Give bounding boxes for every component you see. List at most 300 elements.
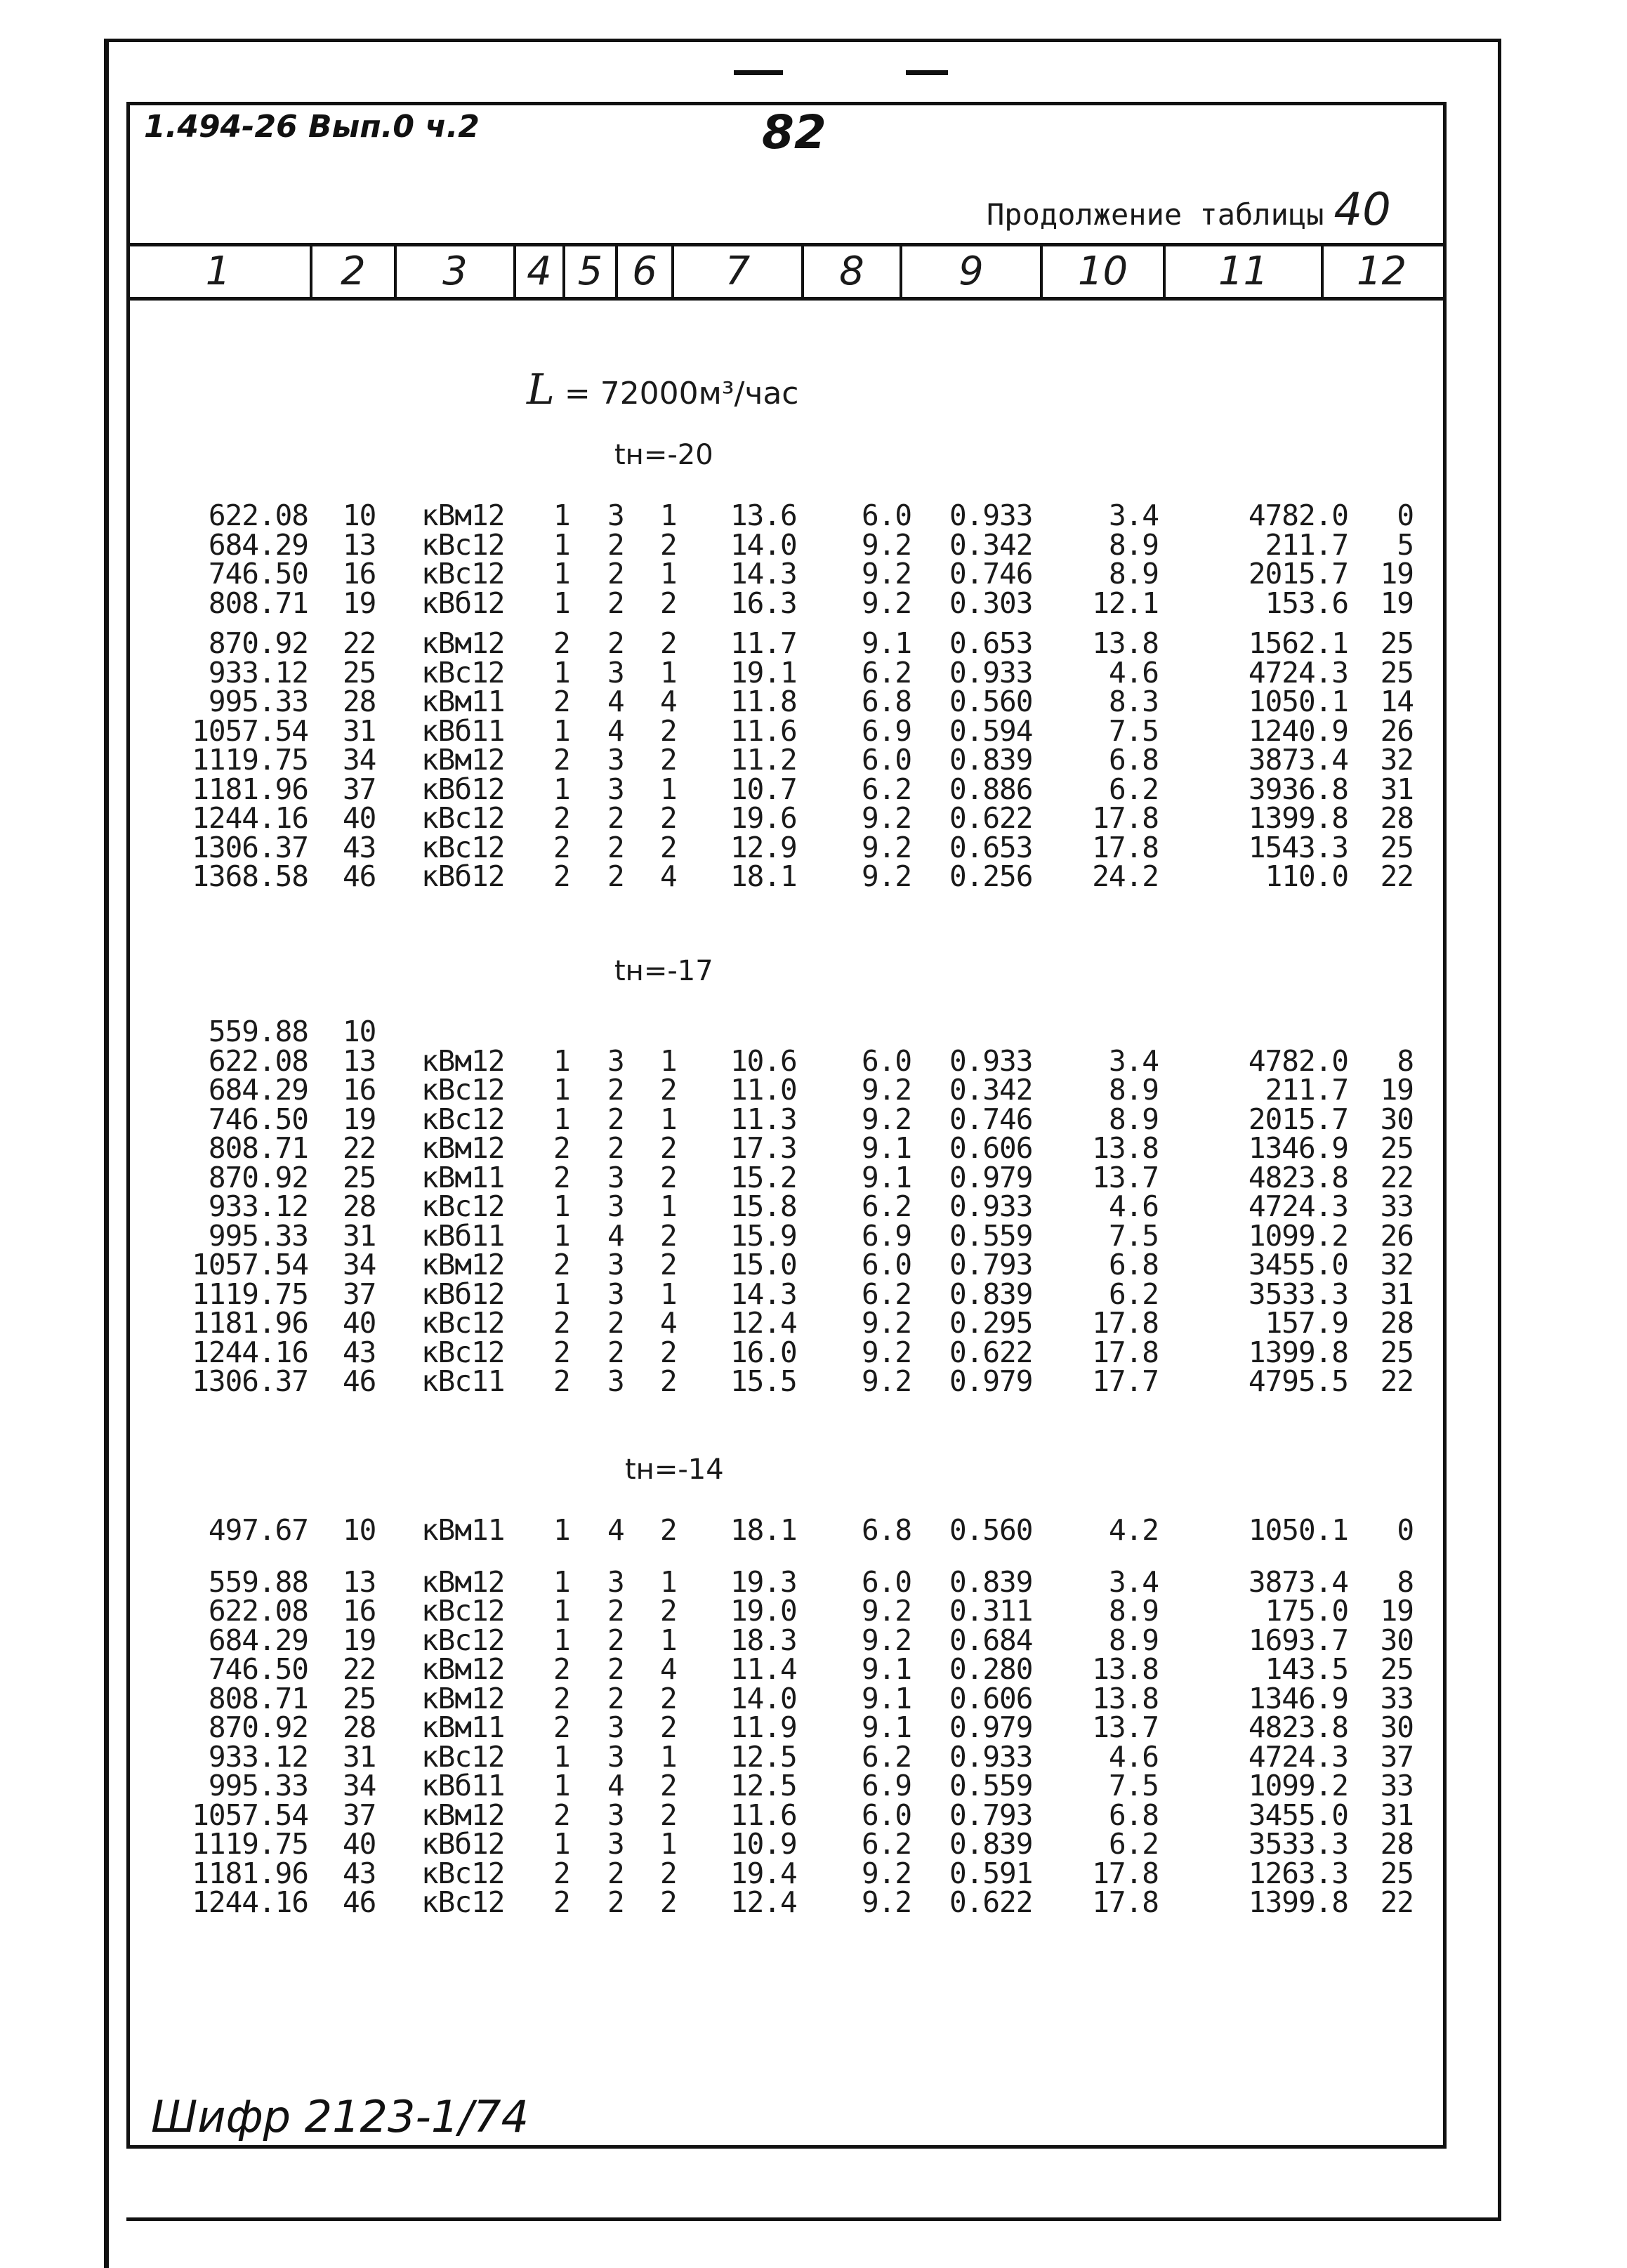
cell-col-5: 2 bbox=[607, 528, 624, 562]
cell-col-11: 4724.3 bbox=[1248, 1740, 1348, 1774]
table-row bbox=[0, 1073, 1627, 1107]
cell-col-5: 3 bbox=[607, 1827, 624, 1861]
cell-col-7: 19.6 bbox=[730, 801, 797, 835]
cell-col-1: 1306.37 bbox=[192, 1364, 308, 1398]
table-row bbox=[0, 1710, 1627, 1744]
cell-col-8: 6.2 bbox=[862, 772, 912, 806]
cell-col-10: 17.7 bbox=[1092, 1364, 1159, 1398]
column-header-4: 4 bbox=[516, 246, 565, 297]
cell-col-12: 33 bbox=[1380, 1769, 1414, 1802]
cell-col-4: 1 bbox=[553, 1044, 570, 1078]
cell-col-8: 6.2 bbox=[862, 1740, 912, 1774]
cell-col-3: кВс11 bbox=[421, 1364, 505, 1398]
cell-col-11: 1399.8 bbox=[1248, 1885, 1348, 1919]
cell-col-12: 30 bbox=[1380, 1102, 1414, 1136]
table-row bbox=[0, 1364, 1627, 1398]
cell-col-12: 25 bbox=[1380, 1652, 1414, 1686]
cell-col-9: 0.622 bbox=[949, 1885, 1033, 1919]
table-row bbox=[0, 626, 1627, 660]
cell-col-2: 19 bbox=[343, 1623, 376, 1657]
cell-col-12: 25 bbox=[1380, 626, 1414, 660]
cell-col-11: 1099.2 bbox=[1248, 1769, 1348, 1802]
cell-col-10: 8.9 bbox=[1108, 1594, 1159, 1628]
table-row bbox=[0, 1131, 1627, 1165]
table-row bbox=[0, 801, 1627, 835]
table-row bbox=[0, 1769, 1627, 1802]
cell-col-8: 6.0 bbox=[862, 1044, 912, 1078]
cell-col-2: 31 bbox=[343, 1219, 376, 1253]
cell-col-3: кВм11 bbox=[421, 1161, 505, 1194]
table-row bbox=[0, 1682, 1627, 1715]
cell-col-6: 1 bbox=[660, 1827, 677, 1861]
cell-col-11: 1050.1 bbox=[1248, 685, 1348, 718]
cell-col-9: 0.793 bbox=[949, 1248, 1033, 1281]
cell-col-12: 32 bbox=[1380, 743, 1414, 777]
cell-col-8: 9.2 bbox=[862, 1102, 912, 1136]
cell-col-2: 40 bbox=[343, 801, 376, 835]
table-row bbox=[0, 743, 1627, 777]
cell-col-10: 3.4 bbox=[1108, 1044, 1159, 1078]
cell-col-12: 0 bbox=[1397, 1513, 1414, 1547]
cell-col-5: 3 bbox=[607, 656, 624, 690]
cell-col-10: 8.9 bbox=[1108, 1623, 1159, 1657]
cell-col-11: 1346.9 bbox=[1248, 1131, 1348, 1165]
cell-col-8: 6.0 bbox=[862, 743, 912, 777]
cell-col-7: 15.8 bbox=[730, 1189, 797, 1223]
cell-col-9: 0.342 bbox=[949, 1073, 1033, 1107]
cell-col-6: 2 bbox=[660, 1857, 677, 1890]
cell-col-2: 19 bbox=[343, 1102, 376, 1136]
cell-col-9: 0.303 bbox=[949, 586, 1033, 620]
cell-col-6: 2 bbox=[660, 1682, 677, 1715]
cell-col-10: 13.7 bbox=[1092, 1161, 1159, 1194]
column-header-2: 2 bbox=[312, 246, 397, 297]
air-flow-value bbox=[527, 365, 798, 414]
cell-col-8: 6.8 bbox=[862, 1513, 912, 1547]
cell-col-4: 1 bbox=[553, 714, 570, 748]
cell-col-7: 15.9 bbox=[730, 1219, 797, 1253]
cell-col-12: 19 bbox=[1380, 557, 1414, 591]
cell-col-9: 0.933 bbox=[949, 1044, 1033, 1078]
cell-col-12: 22 bbox=[1380, 859, 1414, 893]
cell-col-12: 33 bbox=[1380, 1189, 1414, 1223]
cell-col-3: кВс12 bbox=[421, 1336, 505, 1369]
cell-col-11: 3455.0 bbox=[1248, 1248, 1348, 1281]
table-row bbox=[0, 831, 1627, 864]
cell-col-11: 1399.8 bbox=[1248, 1336, 1348, 1369]
cell-col-8: 6.0 bbox=[862, 1565, 912, 1599]
cell-col-5: 2 bbox=[607, 626, 624, 660]
cell-col-3: кВм12 bbox=[421, 1798, 505, 1832]
cell-col-10: 6.2 bbox=[1108, 1277, 1159, 1311]
table-row bbox=[0, 1513, 1627, 1547]
cell-col-2: 40 bbox=[343, 1827, 376, 1861]
cell-col-3: кВм11 bbox=[421, 1513, 505, 1547]
cell-col-10: 17.8 bbox=[1092, 1336, 1159, 1369]
cell-col-7: 13.6 bbox=[730, 499, 797, 532]
cell-col-7: 17.3 bbox=[730, 1131, 797, 1165]
cell-col-10: 8.9 bbox=[1108, 528, 1159, 562]
cell-col-2: 31 bbox=[343, 714, 376, 748]
table-row bbox=[0, 1306, 1627, 1340]
cell-col-2: 46 bbox=[343, 1364, 376, 1398]
cell-col-5: 2 bbox=[607, 1594, 624, 1628]
cell-col-10: 8.3 bbox=[1108, 685, 1159, 718]
cell-col-8: 9.1 bbox=[862, 1161, 912, 1194]
cell-col-8: 9.1 bbox=[862, 626, 912, 660]
cell-col-7: 15.0 bbox=[730, 1248, 797, 1281]
cell-col-11: 211.7 bbox=[1265, 528, 1348, 562]
cell-col-4: 1 bbox=[553, 586, 570, 620]
cell-col-7: 14.3 bbox=[730, 557, 797, 591]
cell-col-11: 1099.2 bbox=[1248, 1219, 1348, 1253]
cell-col-6: 2 bbox=[660, 1131, 677, 1165]
cell-col-5: 3 bbox=[607, 772, 624, 806]
cell-col-7: 12.4 bbox=[730, 1306, 797, 1340]
cell-col-4: 1 bbox=[553, 772, 570, 806]
cell-col-3: кВс12 bbox=[421, 557, 505, 591]
table-row bbox=[0, 1652, 1627, 1686]
cell-col-12: 22 bbox=[1380, 1364, 1414, 1398]
cell-col-6: 2 bbox=[660, 626, 677, 660]
cell-col-9: 0.839 bbox=[949, 1277, 1033, 1311]
cell-col-9: 0.606 bbox=[949, 1682, 1033, 1715]
cell-col-12: 30 bbox=[1380, 1623, 1414, 1657]
cell-col-5: 2 bbox=[607, 1102, 624, 1136]
cell-col-10: 17.8 bbox=[1092, 1885, 1159, 1919]
cell-col-7: 14.0 bbox=[730, 1682, 797, 1715]
cell-col-8: 6.2 bbox=[862, 1189, 912, 1223]
cell-col-4: 1 bbox=[553, 1565, 570, 1599]
cell-col-4: 1 bbox=[553, 1277, 570, 1311]
cell-col-4: 1 bbox=[553, 1623, 570, 1657]
cell-col-1: 933.12 bbox=[208, 1740, 308, 1774]
cell-col-11: 1240.9 bbox=[1248, 714, 1348, 748]
cell-col-5: 3 bbox=[607, 1710, 624, 1744]
cell-col-5: 3 bbox=[607, 1277, 624, 1311]
cell-col-11: 3936.8 bbox=[1248, 772, 1348, 806]
cell-col-5: 3 bbox=[607, 1798, 624, 1832]
table-continuation-label bbox=[987, 184, 1391, 236]
cell-col-6: 2 bbox=[660, 1073, 677, 1107]
cell-col-6: 2 bbox=[660, 528, 677, 562]
table-row bbox=[0, 1798, 1627, 1832]
cell-col-3: кВб12 bbox=[421, 586, 505, 620]
cell-col-6: 1 bbox=[660, 772, 677, 806]
cell-col-8: 9.2 bbox=[862, 1336, 912, 1369]
cell-col-3: кВб12 bbox=[421, 1277, 505, 1311]
cell-col-3: кВб11 bbox=[421, 1219, 505, 1253]
table-row bbox=[0, 772, 1627, 806]
cell-col-6: 2 bbox=[660, 831, 677, 864]
cell-col-5: 2 bbox=[607, 859, 624, 893]
table-row bbox=[0, 1740, 1627, 1774]
cell-col-12: 28 bbox=[1380, 1306, 1414, 1340]
cell-col-10: 7.5 bbox=[1108, 1219, 1159, 1253]
cell-col-4: 1 bbox=[553, 656, 570, 690]
cell-col-5: 3 bbox=[607, 1364, 624, 1398]
cell-col-5: 2 bbox=[607, 586, 624, 620]
cell-col-12: 22 bbox=[1380, 1885, 1414, 1919]
cell-col-4: 1 bbox=[553, 1827, 570, 1861]
cell-col-9: 0.311 bbox=[949, 1594, 1033, 1628]
cell-col-12: 8 bbox=[1397, 1044, 1414, 1078]
cell-col-12: 19 bbox=[1380, 1594, 1414, 1628]
cell-col-5: 3 bbox=[607, 499, 624, 532]
column-header-5: 5 bbox=[565, 246, 618, 297]
table-row bbox=[0, 557, 1627, 591]
cell-col-6: 2 bbox=[660, 801, 677, 835]
cell-col-4: 2 bbox=[553, 1364, 570, 1398]
cell-col-3: кВм12 bbox=[421, 1248, 505, 1281]
cell-col-1: 933.12 bbox=[208, 1189, 308, 1223]
cell-col-10: 7.5 bbox=[1108, 1769, 1159, 1802]
cell-col-10: 17.8 bbox=[1092, 1857, 1159, 1890]
cell-col-9: 0.746 bbox=[949, 557, 1033, 591]
cell-col-7: 11.8 bbox=[730, 685, 797, 718]
cell-col-7: 19.1 bbox=[730, 656, 797, 690]
cell-col-12: 25 bbox=[1380, 831, 1414, 864]
cell-col-1: 1057.54 bbox=[192, 1798, 308, 1832]
cell-col-8: 6.0 bbox=[862, 1798, 912, 1832]
cell-col-6: 1 bbox=[660, 656, 677, 690]
cell-col-10: 17.8 bbox=[1092, 801, 1159, 835]
cell-col-11: 157.9 bbox=[1265, 1306, 1348, 1340]
cell-col-1: 1306.37 bbox=[192, 831, 308, 864]
cell-col-12: 19 bbox=[1380, 1073, 1414, 1107]
document-cipher: Шифр 2123-1/74 bbox=[151, 2091, 529, 2142]
table-row bbox=[0, 1623, 1627, 1657]
column-header-3: 3 bbox=[397, 246, 516, 297]
cell-col-5: 4 bbox=[607, 1513, 624, 1547]
cell-col-12: 25 bbox=[1380, 656, 1414, 690]
cell-col-5: 4 bbox=[607, 685, 624, 718]
column-header-9: 9 bbox=[902, 246, 1043, 297]
cell-col-2: 10 bbox=[343, 499, 376, 532]
cell-col-6: 1 bbox=[660, 1565, 677, 1599]
cell-col-4: 1 bbox=[553, 528, 570, 562]
cell-col-9: 0.653 bbox=[949, 831, 1033, 864]
cell-col-3: кВм11 bbox=[421, 1710, 505, 1744]
cell-col-2: 16 bbox=[343, 557, 376, 591]
continuation-text: Продолжение таблицы bbox=[987, 197, 1324, 232]
cell-col-12: 33 bbox=[1380, 1682, 1414, 1715]
cell-col-1: 559.88 bbox=[208, 1565, 308, 1599]
cell-col-5: 2 bbox=[607, 831, 624, 864]
cell-col-2: 25 bbox=[343, 656, 376, 690]
cell-col-5: 3 bbox=[607, 1161, 624, 1194]
cell-col-6: 1 bbox=[660, 499, 677, 532]
cell-col-1: 497.67 bbox=[208, 1513, 308, 1547]
cell-col-11: 1399.8 bbox=[1248, 801, 1348, 835]
cell-col-3: кВс12 bbox=[421, 1306, 505, 1340]
cell-col-6: 1 bbox=[660, 1102, 677, 1136]
cell-col-11: 1562.1 bbox=[1248, 626, 1348, 660]
cell-col-2: 13 bbox=[343, 528, 376, 562]
table-row bbox=[0, 1277, 1627, 1311]
cell-col-1: 746.50 bbox=[208, 1652, 308, 1686]
table-number: 40 bbox=[1333, 184, 1391, 236]
cell-col-4: 1 bbox=[553, 1740, 570, 1774]
cell-col-10: 3.4 bbox=[1108, 1565, 1159, 1599]
cell-col-11: 2015.7 bbox=[1248, 1102, 1348, 1136]
cell-col-10: 4.6 bbox=[1108, 656, 1159, 690]
cell-col-7: 19.0 bbox=[730, 1594, 797, 1628]
cell-col-10: 17.8 bbox=[1092, 1306, 1159, 1340]
cell-col-1: 622.08 bbox=[208, 1594, 308, 1628]
table-row bbox=[0, 499, 1627, 532]
cell-col-5: 2 bbox=[607, 1306, 624, 1340]
cell-col-10: 24.2 bbox=[1092, 859, 1159, 893]
cell-col-3: кВб12 bbox=[421, 859, 505, 893]
cell-col-12: 31 bbox=[1380, 1798, 1414, 1832]
cell-col-4: 2 bbox=[553, 1131, 570, 1165]
table-row bbox=[0, 1594, 1627, 1628]
cell-col-10: 6.2 bbox=[1108, 772, 1159, 806]
cell-col-9: 0.933 bbox=[949, 1740, 1033, 1774]
cell-col-1: 870.92 bbox=[208, 626, 308, 660]
cell-col-6: 2 bbox=[660, 1710, 677, 1744]
cell-col-5: 2 bbox=[607, 801, 624, 835]
column-header-11: 11 bbox=[1166, 246, 1324, 297]
cell-col-8: 6.0 bbox=[862, 1248, 912, 1281]
cell-col-8: 6.9 bbox=[862, 1219, 912, 1253]
cell-col-11: 1050.1 bbox=[1248, 1513, 1348, 1547]
cell-col-5: 2 bbox=[607, 1623, 624, 1657]
table-row bbox=[0, 1336, 1627, 1369]
cell-col-3: кВс12 bbox=[421, 1623, 505, 1657]
cell-col-5: 4 bbox=[607, 1219, 624, 1253]
cell-col-3: кВс12 bbox=[421, 1102, 505, 1136]
cell-col-7: 12.9 bbox=[730, 831, 797, 864]
cell-col-8: 6.0 bbox=[862, 499, 912, 532]
cell-col-1: 1244.16 bbox=[192, 1336, 308, 1369]
table-row bbox=[0, 1219, 1627, 1253]
cell-col-2: 28 bbox=[343, 1189, 376, 1223]
cell-col-1: 1119.75 bbox=[192, 1827, 308, 1861]
table-row bbox=[0, 586, 1627, 620]
cell-col-8: 9.2 bbox=[862, 1885, 912, 1919]
cell-col-8: 6.9 bbox=[862, 1769, 912, 1802]
cell-col-9: 0.559 bbox=[949, 1769, 1033, 1802]
cell-col-2: 40 bbox=[343, 1306, 376, 1340]
cell-col-5: 2 bbox=[607, 1652, 624, 1686]
cell-col-8: 9.2 bbox=[862, 801, 912, 835]
cell-col-8: 9.1 bbox=[862, 1710, 912, 1744]
cell-col-3: кВс12 bbox=[421, 656, 505, 690]
cell-col-4: 1 bbox=[553, 1189, 570, 1223]
cell-col-2: 25 bbox=[343, 1161, 376, 1194]
cell-col-2: 46 bbox=[343, 1885, 376, 1919]
cell-col-3: кВм12 bbox=[421, 1565, 505, 1599]
cell-col-8: 9.1 bbox=[862, 1131, 912, 1165]
cell-col-4: 1 bbox=[553, 1769, 570, 1802]
cell-col-8: 9.2 bbox=[862, 831, 912, 864]
cell-col-10: 13.7 bbox=[1092, 1710, 1159, 1744]
cell-col-10: 13.8 bbox=[1092, 1682, 1159, 1715]
cell-col-2: 34 bbox=[343, 1769, 376, 1802]
cell-col-8: 9.2 bbox=[862, 1364, 912, 1398]
cell-col-4: 2 bbox=[553, 685, 570, 718]
cell-col-11: 1543.3 bbox=[1248, 831, 1348, 864]
cell-col-7: 11.9 bbox=[730, 1710, 797, 1744]
cell-col-3: кВс12 bbox=[421, 1857, 505, 1890]
cell-col-2: 22 bbox=[343, 1131, 376, 1165]
cell-col-4: 2 bbox=[553, 743, 570, 777]
cell-col-12: 22 bbox=[1380, 1161, 1414, 1194]
cell-col-8: 9.2 bbox=[862, 1073, 912, 1107]
cell-col-11: 4823.8 bbox=[1248, 1710, 1348, 1744]
cell-col-3: кВб12 bbox=[421, 772, 505, 806]
column-header-7: 7 bbox=[674, 246, 804, 297]
cell-col-5: 2 bbox=[607, 1857, 624, 1890]
cell-col-6: 4 bbox=[660, 1652, 677, 1686]
cell-col-9: 0.886 bbox=[949, 772, 1033, 806]
cell-col-6: 4 bbox=[660, 685, 677, 718]
cell-col-8: 6.2 bbox=[862, 1827, 912, 1861]
cell-col-9: 0.606 bbox=[949, 1131, 1033, 1165]
cell-col-4: 1 bbox=[553, 1513, 570, 1547]
cell-col-3: кВс12 bbox=[421, 1740, 505, 1774]
cell-col-8: 9.2 bbox=[862, 557, 912, 591]
cell-col-1: 1244.16 bbox=[192, 801, 308, 835]
cell-col-9: 0.560 bbox=[949, 1513, 1033, 1547]
table-row bbox=[0, 714, 1627, 748]
column-header-row bbox=[126, 243, 1447, 301]
cell-col-7: 18.3 bbox=[730, 1623, 797, 1657]
cell-col-6: 1 bbox=[660, 1189, 677, 1223]
cell-col-7: 12.4 bbox=[730, 1885, 797, 1919]
cell-col-4: 2 bbox=[553, 1336, 570, 1369]
cell-col-1: 1057.54 bbox=[192, 1248, 308, 1281]
cell-col-2: 46 bbox=[343, 859, 376, 893]
cell-col-7: 19.4 bbox=[730, 1857, 797, 1890]
cell-col-6: 1 bbox=[660, 557, 677, 591]
cell-col-2: 37 bbox=[343, 772, 376, 806]
cell-col-7: 11.3 bbox=[730, 1102, 797, 1136]
cell-col-5: 3 bbox=[607, 1565, 624, 1599]
table-row bbox=[0, 685, 1627, 718]
cell-col-2: 43 bbox=[343, 1336, 376, 1369]
cell-col-1: 808.71 bbox=[208, 1131, 308, 1165]
cell-col-9: 0.560 bbox=[949, 685, 1033, 718]
cell-col-11: 153.6 bbox=[1265, 586, 1348, 620]
cell-col-10: 8.9 bbox=[1108, 1102, 1159, 1136]
cell-col-1: 559.88 bbox=[208, 1015, 308, 1048]
cell-col-10: 13.8 bbox=[1092, 1131, 1159, 1165]
cell-col-12: 25 bbox=[1380, 1131, 1414, 1165]
cell-col-8: 9.2 bbox=[862, 586, 912, 620]
table-row bbox=[0, 1015, 1627, 1048]
cell-col-5: 3 bbox=[607, 1248, 624, 1281]
cell-col-3: кВс12 bbox=[421, 1885, 505, 1919]
cell-col-5: 3 bbox=[607, 1189, 624, 1223]
cell-col-4: 1 bbox=[553, 1102, 570, 1136]
cell-col-11: 3873.4 bbox=[1248, 1565, 1348, 1599]
page-number: 82 bbox=[762, 105, 826, 159]
cell-col-3: кВм12 bbox=[421, 499, 505, 532]
cell-col-8: 9.2 bbox=[862, 859, 912, 893]
cell-col-2: 10 bbox=[343, 1513, 376, 1547]
cell-col-4: 1 bbox=[553, 1594, 570, 1628]
cell-col-11: 4724.3 bbox=[1248, 656, 1348, 690]
cell-col-7: 11.6 bbox=[730, 1798, 797, 1832]
cell-col-10: 13.8 bbox=[1092, 626, 1159, 660]
cell-col-2: 19 bbox=[343, 586, 376, 620]
cell-col-6: 2 bbox=[660, 586, 677, 620]
cell-col-7: 15.2 bbox=[730, 1161, 797, 1194]
cell-col-11: 4782.0 bbox=[1248, 499, 1348, 532]
